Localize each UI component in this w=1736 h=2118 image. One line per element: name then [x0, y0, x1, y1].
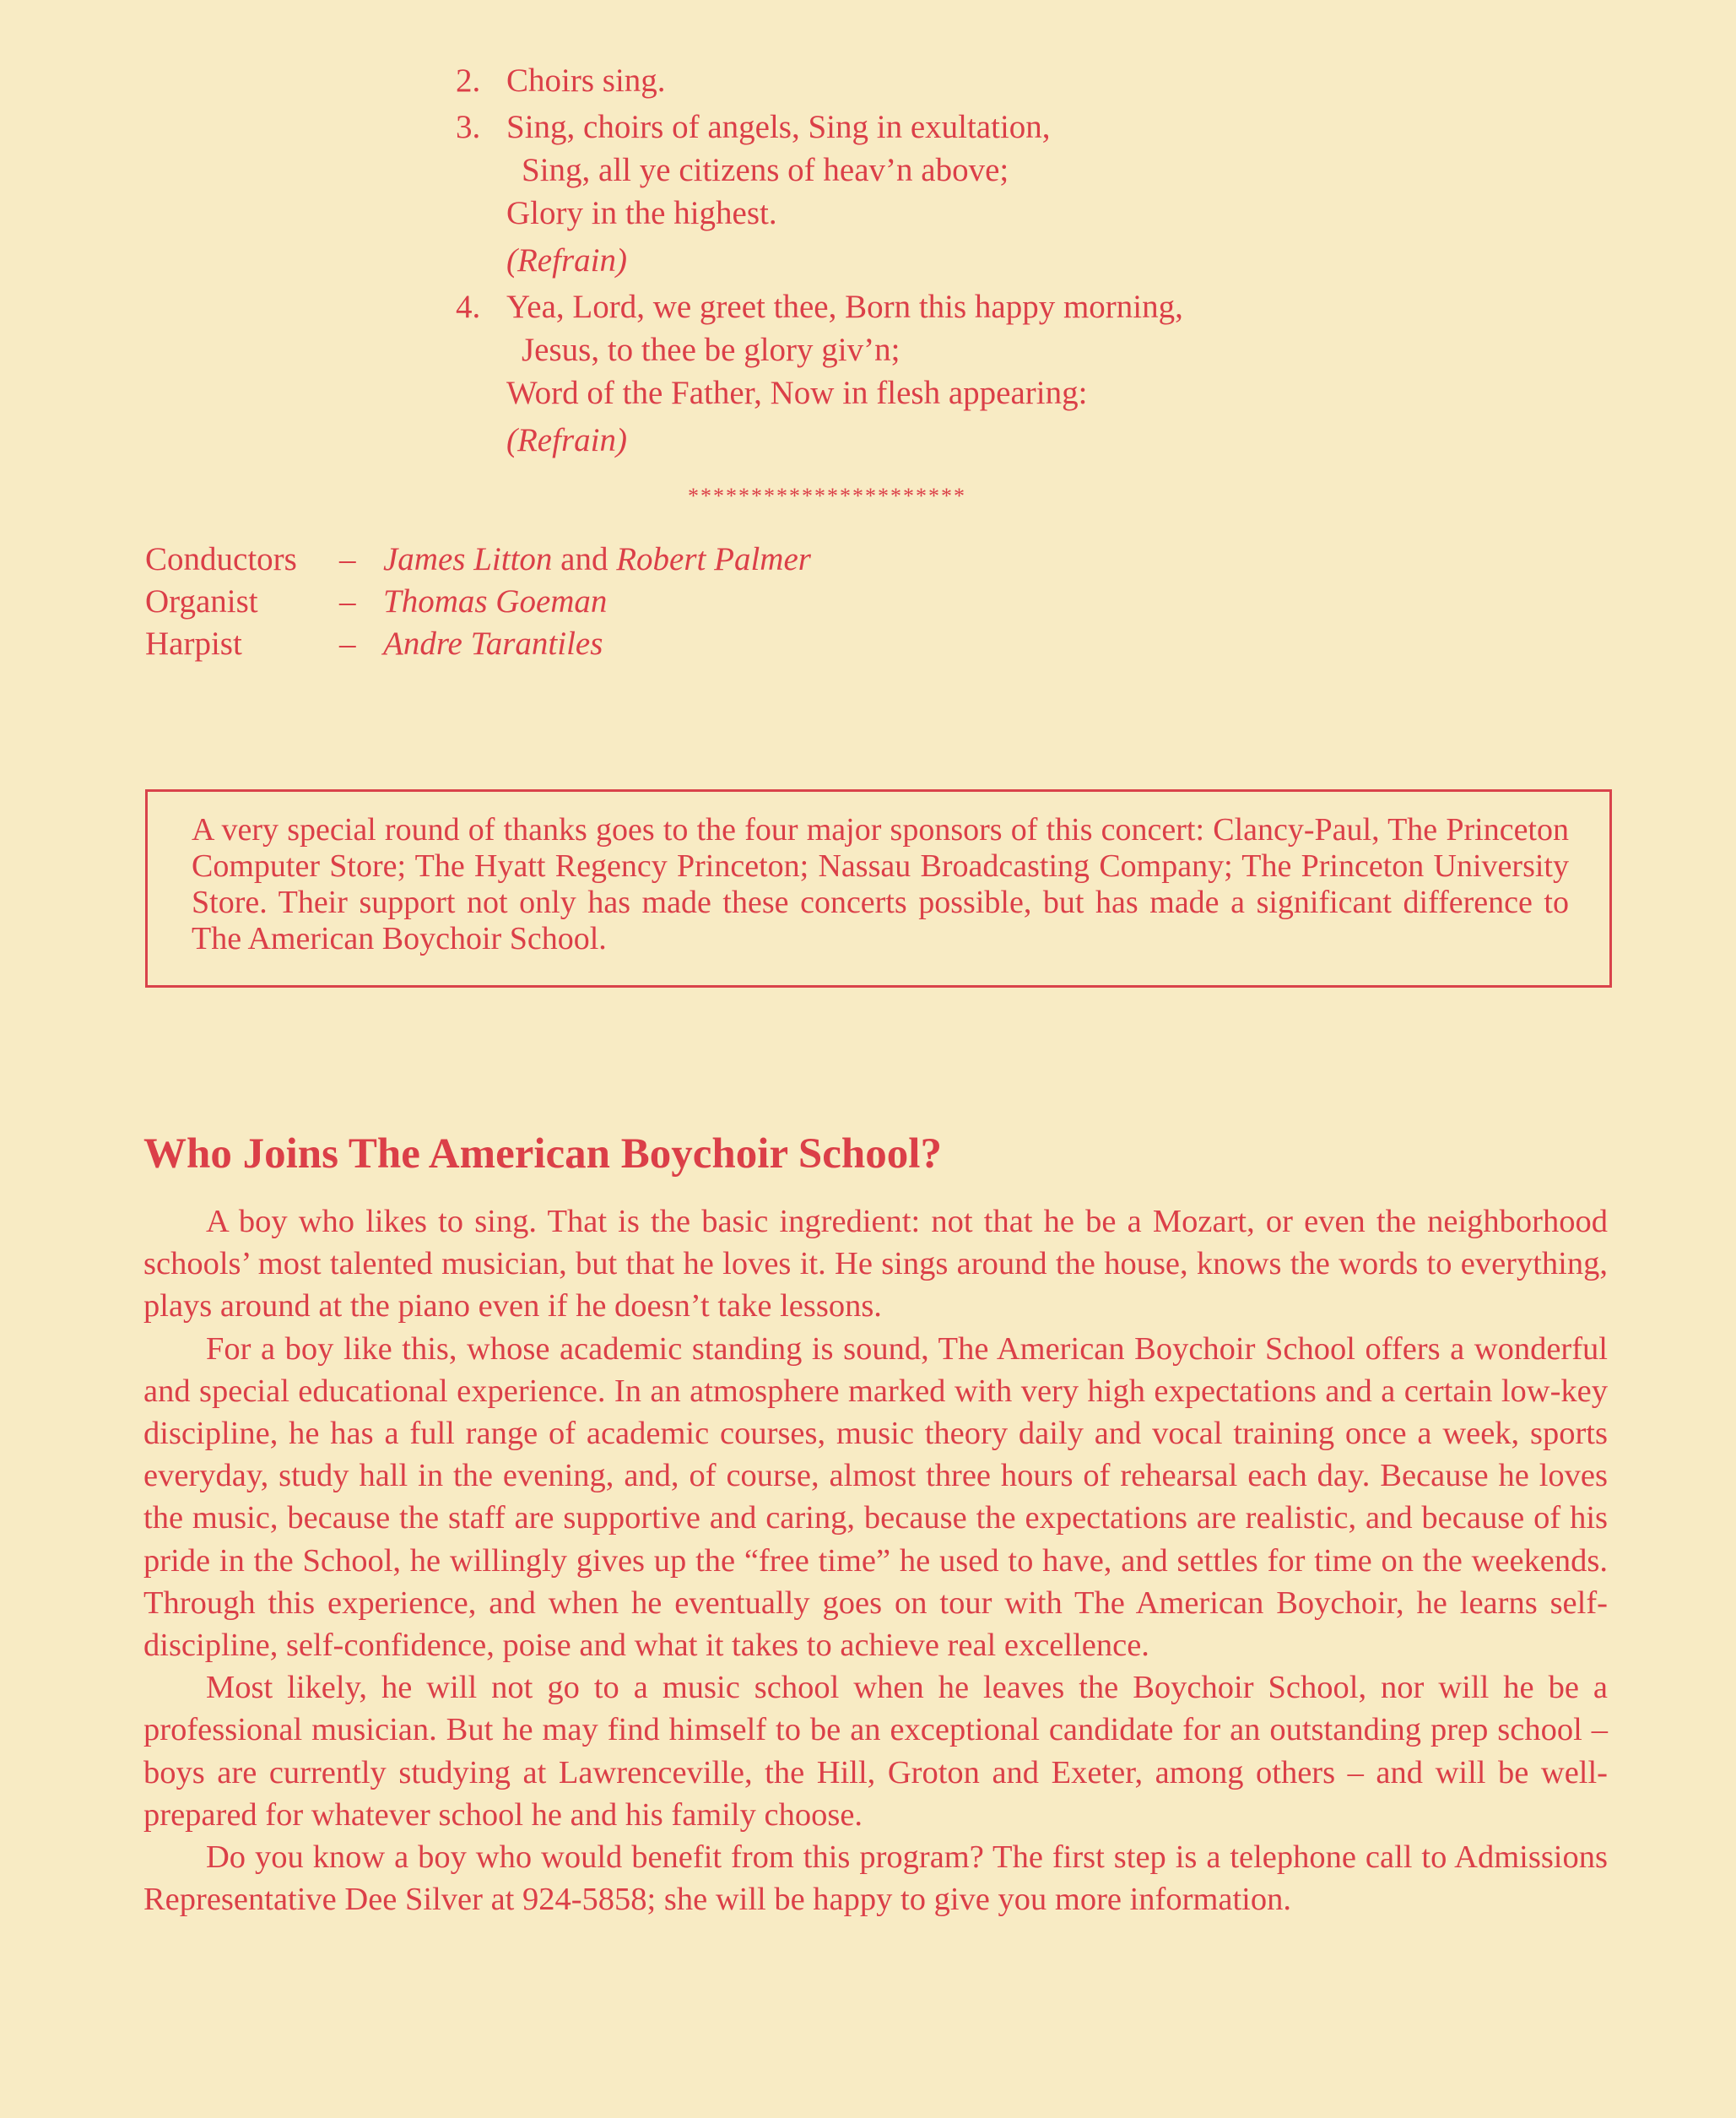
credit-row-conductors — [145, 539, 811, 581]
verse-number: 2. — [456, 62, 481, 99]
credit-dash: – — [339, 626, 356, 662]
verse-line: Sing, all ye citizens of heav’n above; — [522, 152, 1009, 188]
credit-joiner: and — [560, 541, 608, 577]
credit-name: James Litton — [383, 541, 553, 577]
sponsor-thanks-text: A very special round of thanks goes to the four major sponsors of this concert: Clancy-Paul, The Princeton Computer Store; The Hyatt Regency Princeton; Nassau Broadcasting Company; The Princeton University Store. Their support not only has made these concerts possible, but has made a significant difference to The American Boychoir School. — [192, 812, 1569, 956]
verse-line: Word of the Father, Now in flesh appearing: — [506, 375, 1088, 411]
performer-credits — [145, 539, 811, 665]
credit-dash: – — [339, 541, 356, 577]
verse-2 — [456, 59, 1468, 102]
article-paragraph: Most likely, he will not go to a music school when he leaves the Boychoir School, nor will he be a professional musician. But he may find himself to be an exceptional candidate for an outstanding prep school – boys are currently studying at Lawrenceville, the Hill, Groton and Exeter, among others – and will be well-prepared for whatever school he and his family choose. — [143, 1670, 1608, 1833]
credit-role: Harpist — [145, 626, 242, 662]
verse-line: Sing, choirs of angels, Sing in exultation, — [506, 109, 1051, 145]
article-body — [143, 1200, 1608, 1920]
sponsor-thanks-box — [145, 789, 1612, 988]
article-title: Who Joins The American Boychoir School? — [143, 1130, 942, 1178]
refrain-label: (Refrain) — [506, 242, 627, 279]
verse-number: 4. — [456, 289, 481, 325]
verse-number: 3. — [456, 109, 481, 145]
verse-line: Jesus, to thee be glory giv’n; — [522, 332, 900, 368]
credit-role: Organist — [145, 583, 258, 620]
asterisk-divider: ********************** — [688, 484, 966, 508]
verse-3 — [456, 106, 1468, 282]
verse-4 — [456, 285, 1468, 462]
verse-line: Choirs sing. — [506, 62, 666, 99]
article-paragraph: For a boy like this, whose academic standing is sound, The American Boychoir School offers a wonderful and special educational experience. In an atmosphere marked with very high expectations and a certain low-key discipline, he has a full range of academic courses, music theory daily and vocal training once a week, sports everyday, study hall in the evening, and, of course, almost three hours of rehearsal each day. Because he loves the music, because the staff are supportive and caring, because the expectations are realistic, and because of his pride in the School, he willingly gives up the “free time” he used to have, and settles for time on the weekends. Through this experience, and when he eventually goes on tour with The American Boychoir, he learns self-discipline, self-confidence, poise and what it takes to achieve real excellence. — [143, 1330, 1608, 1664]
credit-name: Andre Tarantiles — [383, 626, 603, 662]
credit-name: Robert Palmer — [616, 541, 811, 577]
credit-row-organist — [145, 581, 811, 623]
verse-line: Glory in the highest. — [506, 195, 777, 231]
hymn-verses — [456, 59, 1468, 465]
credit-name: Thomas Goeman — [383, 583, 608, 620]
credit-role: Conductors — [145, 541, 297, 577]
credit-dash: – — [339, 583, 356, 620]
article-paragraph: A boy who likes to sing. That is the basic ingredient: not that he be a Mozart, or even the neighborhood schools’ most talented musician, but that he loves it. He sings around the house, knows the words to everything, plays around at the piano even if he doesn’t take lessons. — [143, 1204, 1608, 1324]
verse-line: Yea, Lord, we greet thee, Born this happy morning, — [506, 289, 1183, 325]
refrain-label: (Refrain) — [506, 422, 627, 458]
credit-row-harpist — [145, 623, 811, 665]
article-paragraph: Do you know a boy who would benefit from this program? The first step is a telephone call to Admissions Representative Dee Silver at 924-5858; she will be happy to give you more information. — [143, 1839, 1608, 1918]
